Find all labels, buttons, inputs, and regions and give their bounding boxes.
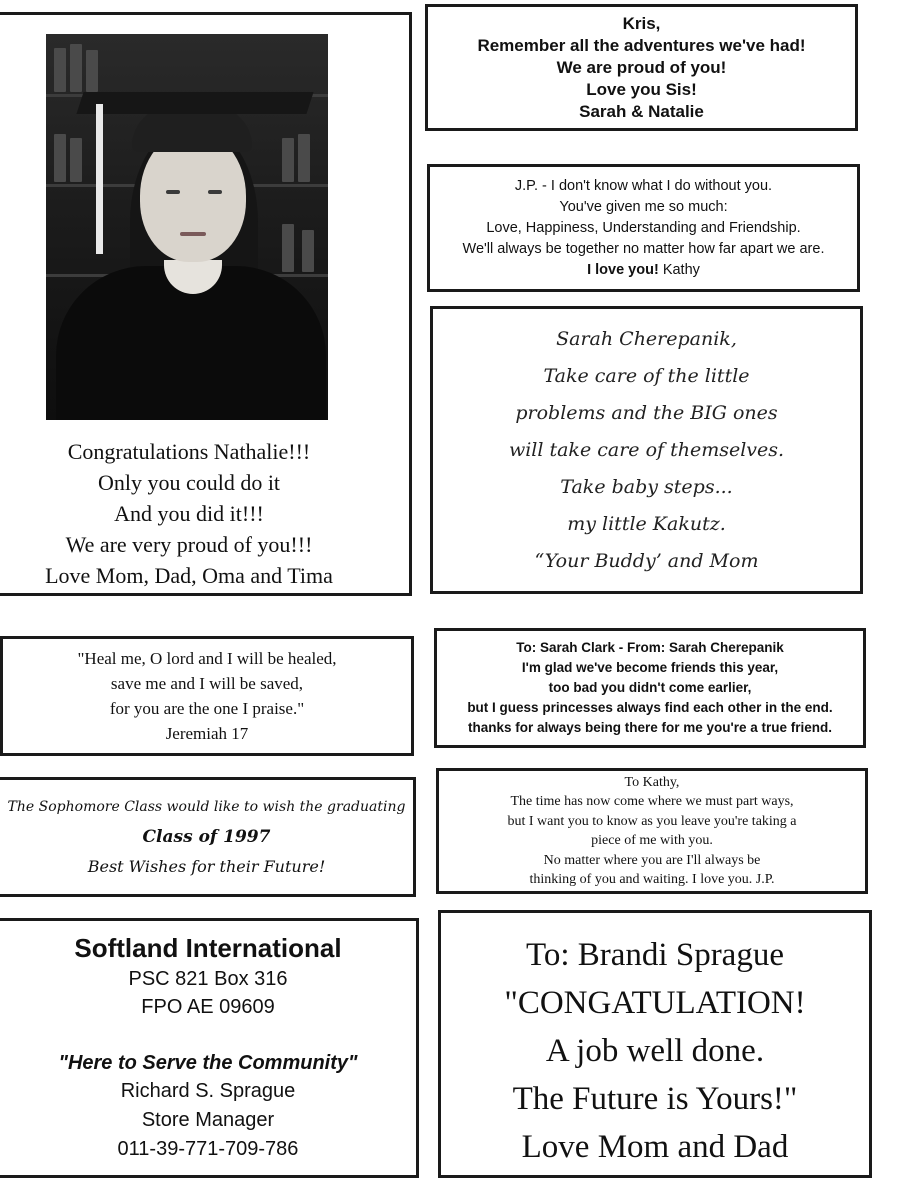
message-line: but I guess princesses always find each other in the end. [467, 700, 833, 715]
message-line: J.P. - I don't know what I do without you. [514, 177, 773, 194]
message-line: We'll always be together no matter how far apart we are. [462, 240, 825, 257]
message-line: Sarah & Natalie [579, 101, 704, 121]
message-line: Take baby steps... [560, 475, 733, 498]
message-line: We are proud of you! [556, 57, 727, 77]
signature: Kathy [658, 261, 700, 278]
message-line: my little Kakutz. [567, 512, 726, 535]
message-line: Take care of the little [543, 364, 750, 387]
message-line: A job well done. [545, 1033, 765, 1069]
message-line: Remember all the adventures we've had! [477, 35, 806, 55]
business-name: Softland International [74, 933, 342, 963]
message-line: The time has now come where we must part ways, [510, 794, 794, 809]
message-line: No matter where you are I'll always be [543, 852, 761, 868]
message-line: We are very proud of you!!! [65, 532, 313, 557]
message-line: piece of me with you. [591, 833, 713, 848]
message-line: The Sophomore Class would like to wish the graduating [7, 799, 406, 815]
message-line: Kris, [622, 13, 661, 33]
message-line: “Your Buddy’ and Mom [534, 549, 759, 572]
kris-ad [425, 4, 858, 131]
softland-ad [0, 918, 419, 1178]
message-line: The Future is Yours!" [512, 1081, 798, 1117]
nathalie-message [0, 436, 378, 591]
message-line: save me and I will be saved, [110, 674, 304, 693]
graduation-photo [46, 34, 328, 420]
message-line: Only you could do it [97, 470, 281, 495]
scripture-ad [0, 636, 414, 756]
message-line: Love, Happiness, Understanding and Friendship. [486, 219, 801, 236]
message-line: thanks for always being there for me you're a true friend. [467, 720, 833, 735]
brandi-ad [438, 910, 872, 1178]
message-line: but I want you to know as you leave you're taking a [507, 813, 797, 829]
contact-title: Store Manager [141, 1109, 275, 1131]
sophomore-ad [0, 777, 416, 897]
message-line: Jeremiah 17 [165, 724, 249, 743]
message-line: Best Wishes for their Future! [87, 857, 326, 876]
clark-ad [434, 628, 866, 748]
message-line: To: Brandi Sprague [526, 937, 784, 973]
message-line: "CONGATULATION! [504, 985, 806, 1021]
class-year: Class of 1997 [142, 827, 271, 847]
message-line: Love Mom, Dad, Oma and Tima [45, 563, 333, 588]
jp-ad [427, 164, 860, 292]
address-line: FPO AE 09609 [141, 996, 275, 1018]
message-line: "Heal me, O lord and I will be healed, [77, 649, 337, 668]
message-line: To Kathy, [624, 774, 680, 790]
cherepanik-ad [430, 306, 863, 594]
message-line: Sarah Cherepanik, [556, 327, 737, 350]
slogan: "Here to Serve the Community" [58, 1052, 358, 1074]
message-line: for you are the one I praise." [109, 699, 305, 718]
message-line: thinking of you and waiting. I love you. J.P. [529, 872, 775, 887]
kathy-ad [436, 768, 868, 894]
message-line: too bad you didn't come earlier, [548, 680, 752, 695]
message-line: Love Mom and Dad [521, 1129, 789, 1165]
message-line: problems and the BIG ones [515, 401, 778, 424]
address-line: PSC 821 Box 316 [128, 968, 288, 990]
love-bold: I love you! [587, 261, 659, 278]
message-line: You've given me so much: [559, 198, 728, 215]
message-line [587, 260, 700, 281]
phone-number: 011-39-771-709-786 [117, 1138, 299, 1160]
contact-name: Richard S. Sprague [120, 1080, 296, 1102]
message-line: To: Sarah Clark - From: Sarah Cherepanik [516, 640, 784, 655]
message-line: And you did it!!! [114, 501, 264, 526]
message-line: I'm glad we've become friends this year, [521, 660, 779, 675]
message-line: will take care of themselves. [508, 438, 785, 461]
message-line: Love you Sis! [586, 79, 697, 99]
message-line: Congratulations Nathalie!!! [67, 439, 311, 464]
